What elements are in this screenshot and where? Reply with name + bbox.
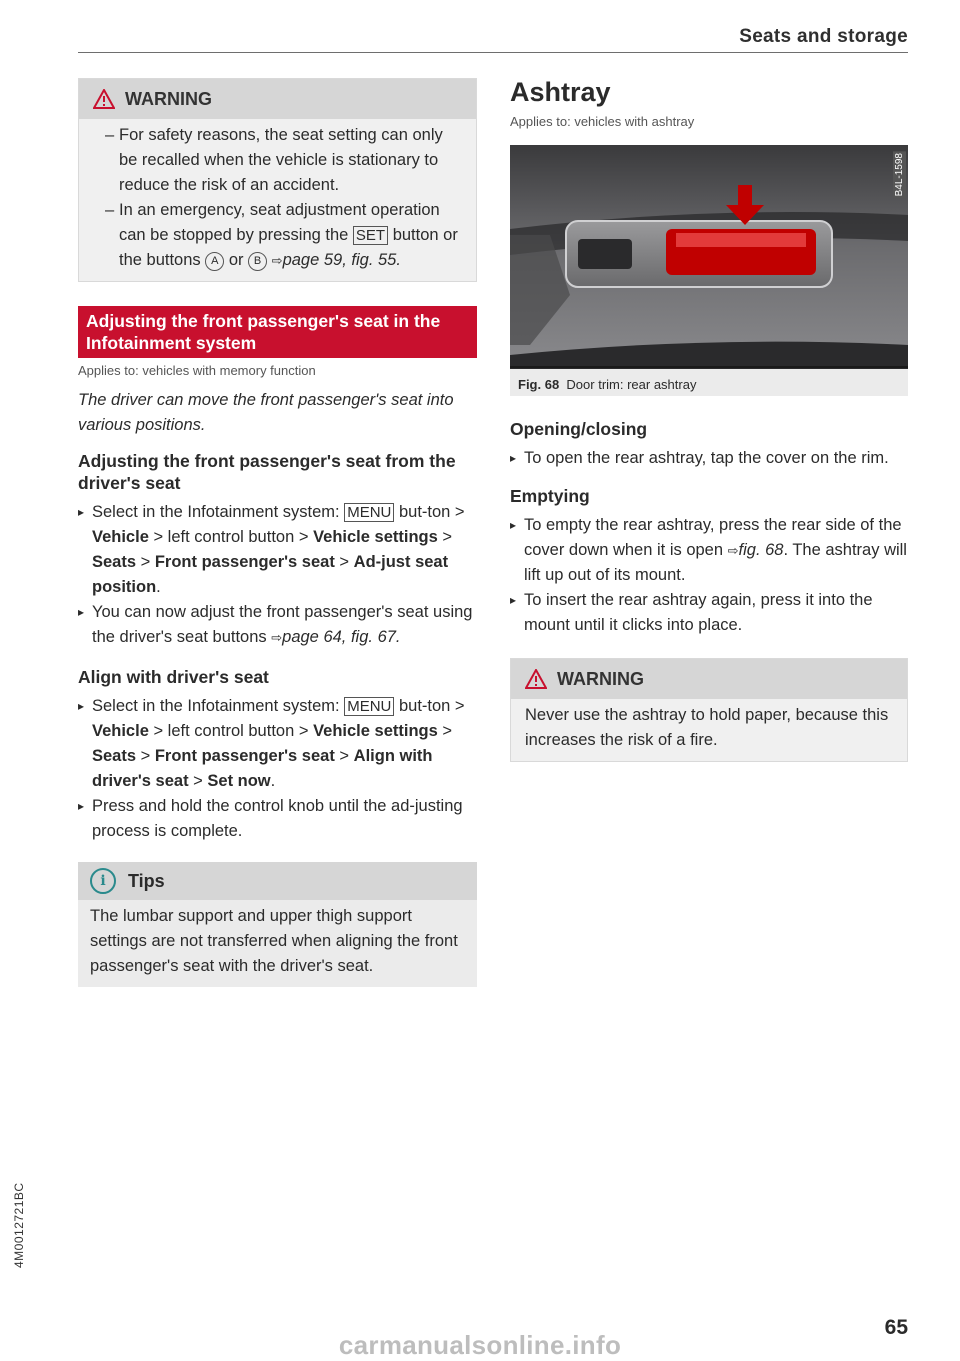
- warning-box-fire: [510, 658, 908, 762]
- warning-title: WARNING: [125, 88, 212, 109]
- applies-to: Applies to: vehicles with ashtray: [510, 114, 695, 129]
- watermark: carmanualsonline.info: [338, 1330, 622, 1360]
- header-divider: [78, 52, 908, 53]
- warning-body: [79, 119, 476, 281]
- bullet-text: You can now adjust the front passenger's seat using the driver's seat buttons: [92, 603, 473, 646]
- tips-body: The lumbar support and upper thigh support settings are not transferred when aligning the front passenger's seat with the driver's seat.: [90, 907, 458, 975]
- list-item: ▸ To insert the rear ashtray again, press it into the mount until it clicks into place.: [510, 588, 908, 638]
- menu-key-label: MENU: [344, 697, 394, 716]
- warning-box: [78, 78, 477, 282]
- button-a-marker: A: [205, 252, 224, 271]
- right-column: [510, 78, 908, 762]
- list-item: ▸ To open the rear ashtray, tap the cover on the rim.: [510, 446, 908, 471]
- list-item: [510, 513, 908, 588]
- menu-path-seats: Seats: [92, 747, 137, 765]
- figure: [510, 145, 908, 396]
- page-number: 65: [884, 1316, 908, 1339]
- info-icon: i: [90, 868, 116, 894]
- list-item: ▸ Press and hold the control knob until the ad-justing process is complete.: [78, 794, 477, 844]
- bullet-text: . The ashtray will lift up out of its mount.: [524, 541, 907, 584]
- menu-key-label: MENU: [344, 503, 394, 522]
- button-b-marker: B: [248, 252, 267, 271]
- document-code: 4M0012721BC: [12, 1182, 26, 1268]
- bullet-text: but-ton >: [394, 503, 465, 521]
- warning-header: [511, 659, 907, 699]
- figure-label: Fig. 68: [518, 377, 560, 392]
- subheading-opening: Opening/closing: [510, 419, 648, 439]
- section-title: Seats and storage: [739, 26, 908, 47]
- reference-arrow-icon: ⇨: [271, 253, 283, 268]
- figure-caption: [518, 377, 696, 392]
- menu-path-front: Front passenger's seat: [154, 553, 335, 571]
- subheading-align: Align with driver's seat: [78, 667, 269, 687]
- menu-path-seats: Seats: [92, 553, 137, 571]
- menu-path-adjust: Ad-just seat position: [92, 553, 449, 596]
- warning-triangle-icon: [525, 669, 547, 689]
- warning-title: WARNING: [557, 668, 644, 689]
- figure-reference[interactable]: fig. 68: [738, 541, 784, 559]
- bullet-text: Select in the Infotainment system:: [92, 503, 345, 521]
- warning-body: Never use the ashtray to hold paper, because this increases the risk of a fire.: [525, 706, 889, 749]
- subheading-emptying: Emptying: [510, 486, 590, 506]
- left-column: [78, 78, 477, 987]
- bullet-text: > left control button >: [148, 528, 314, 546]
- reference-arrow-icon: ⇨: [727, 543, 739, 558]
- menu-path-front: Front passenger's seat: [154, 747, 335, 765]
- bullet-text: > left control button >: [148, 722, 314, 740]
- menu-path-settings: Vehicle settings: [313, 528, 438, 546]
- list-item: ▸ Select in the Infotainment system: MENU but-ton > Vehicle > left control button > Vehicle settings > Seats > Front passenger's seat > Ad-just seat position.: [78, 500, 477, 600]
- menu-path-vehicle: Vehicle: [92, 722, 149, 740]
- menu-path-settings: Vehicle settings: [313, 722, 438, 740]
- ashtray-illustration: [510, 145, 908, 369]
- page-reference[interactable]: page 64, fig. 67.: [282, 628, 401, 646]
- figure-caption-text: Door trim: rear ashtray: [566, 377, 697, 392]
- tips-box: [78, 862, 477, 987]
- reference-arrow-icon: ⇨: [271, 630, 283, 645]
- page-title: Ashtray: [510, 77, 611, 107]
- menu-path-align: Align with driver's seat: [92, 747, 433, 790]
- menu-path-vehicle: Vehicle: [92, 528, 149, 546]
- section-heading: Adjusting the front passenger's seat in the Infotainment system: [78, 306, 477, 358]
- intro-text: The driver can move the front passenger's seat into various positions.: [78, 391, 454, 434]
- tips-title: Tips: [128, 870, 165, 891]
- bullet-text: but-ton >: [394, 697, 465, 715]
- warning-item: – For safety reasons, the seat setting can only be recalled when the vehicle is stationary to reduce the risk of an accident.: [93, 123, 462, 198]
- bullet-text: To empty the rear ashtray, press the rear side of the cover down when it is open: [524, 516, 902, 559]
- warning-text: In an emergency, seat adjustment operation can be stopped by pressing the: [119, 201, 440, 244]
- subheading-adjust: Adjusting the front passenger's seat from the driver's seat: [78, 451, 456, 493]
- list-item: ▸ Select in the Infotainment system: MENU but-ton > Vehicle > left control button > Vehicle settings > Seats > Front passenger's seat > Align with driver's seat > Set now.: [78, 694, 477, 794]
- warning-text: or: [224, 251, 249, 269]
- list-item: [78, 600, 477, 650]
- tips-header: [78, 862, 477, 900]
- warning-item: [93, 198, 462, 273]
- bullet-text: Select in the Infotainment system:: [92, 697, 345, 715]
- warning-header: [79, 79, 476, 119]
- figure-code: B4L-1598: [894, 153, 905, 197]
- applies-to: Applies to: vehicles with memory function: [78, 363, 316, 378]
- page-reference[interactable]: page 59, fig. 55.: [282, 251, 401, 269]
- warning-text: button or the buttons: [119, 226, 458, 269]
- set-key-label: SET: [353, 226, 388, 245]
- menu-path-setnow: Set now: [207, 772, 271, 790]
- warning-triangle-icon: [93, 89, 115, 109]
